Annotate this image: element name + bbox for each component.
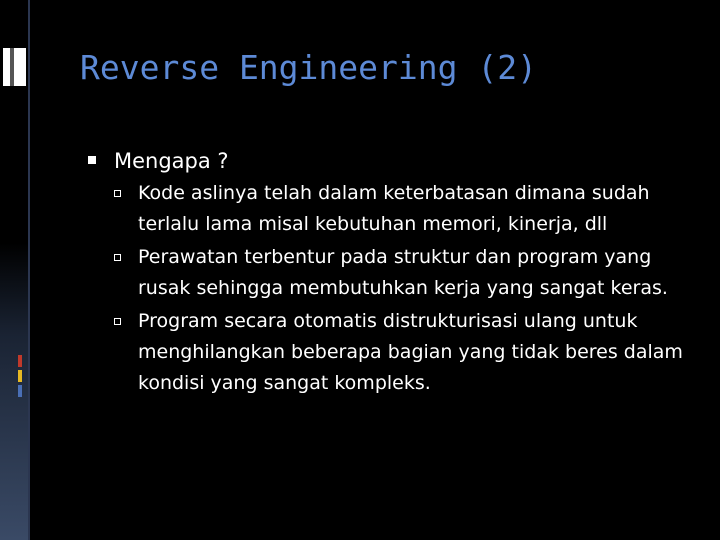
sub-bullet-item (112, 242, 688, 304)
hollow-square-bullet-icon (114, 254, 121, 261)
sub-bullet-text: Kode aslinya telah dalam keterbatasan dimana sudah terlalu lama misal kebutuhan memori, kinerja, dll (138, 182, 650, 235)
accent-bar-white (14, 48, 26, 86)
square-bullet-icon (88, 156, 96, 164)
bullet-item (88, 146, 688, 176)
sub-bullet-item (112, 178, 688, 240)
sub-bullet-text: Perawatan terbentur pada struktur dan program yang rusak sehingga membutuhkan kerja yang sangat keras. (138, 246, 668, 299)
accent-bar-blue (18, 385, 22, 397)
bullet-text: Mengapa ? (114, 149, 229, 173)
sub-bullet-text: Program secara otomatis distrukturisasi ulang untuk menghilangkan beberapa bagian yang tidak beres dalam kondisi yang sangat kompleks. (138, 310, 683, 394)
accent-bar-yellow (18, 370, 22, 382)
slide-title: Reverse Engineering (2) (80, 48, 537, 87)
hollow-square-bullet-icon (114, 318, 121, 325)
sub-bullet-item (112, 306, 688, 399)
bullet-list (88, 146, 688, 399)
hollow-square-bullet-icon (114, 190, 121, 197)
accent-bar-white (3, 48, 10, 86)
side-divider (28, 0, 30, 540)
accent-bar-red (18, 355, 22, 367)
